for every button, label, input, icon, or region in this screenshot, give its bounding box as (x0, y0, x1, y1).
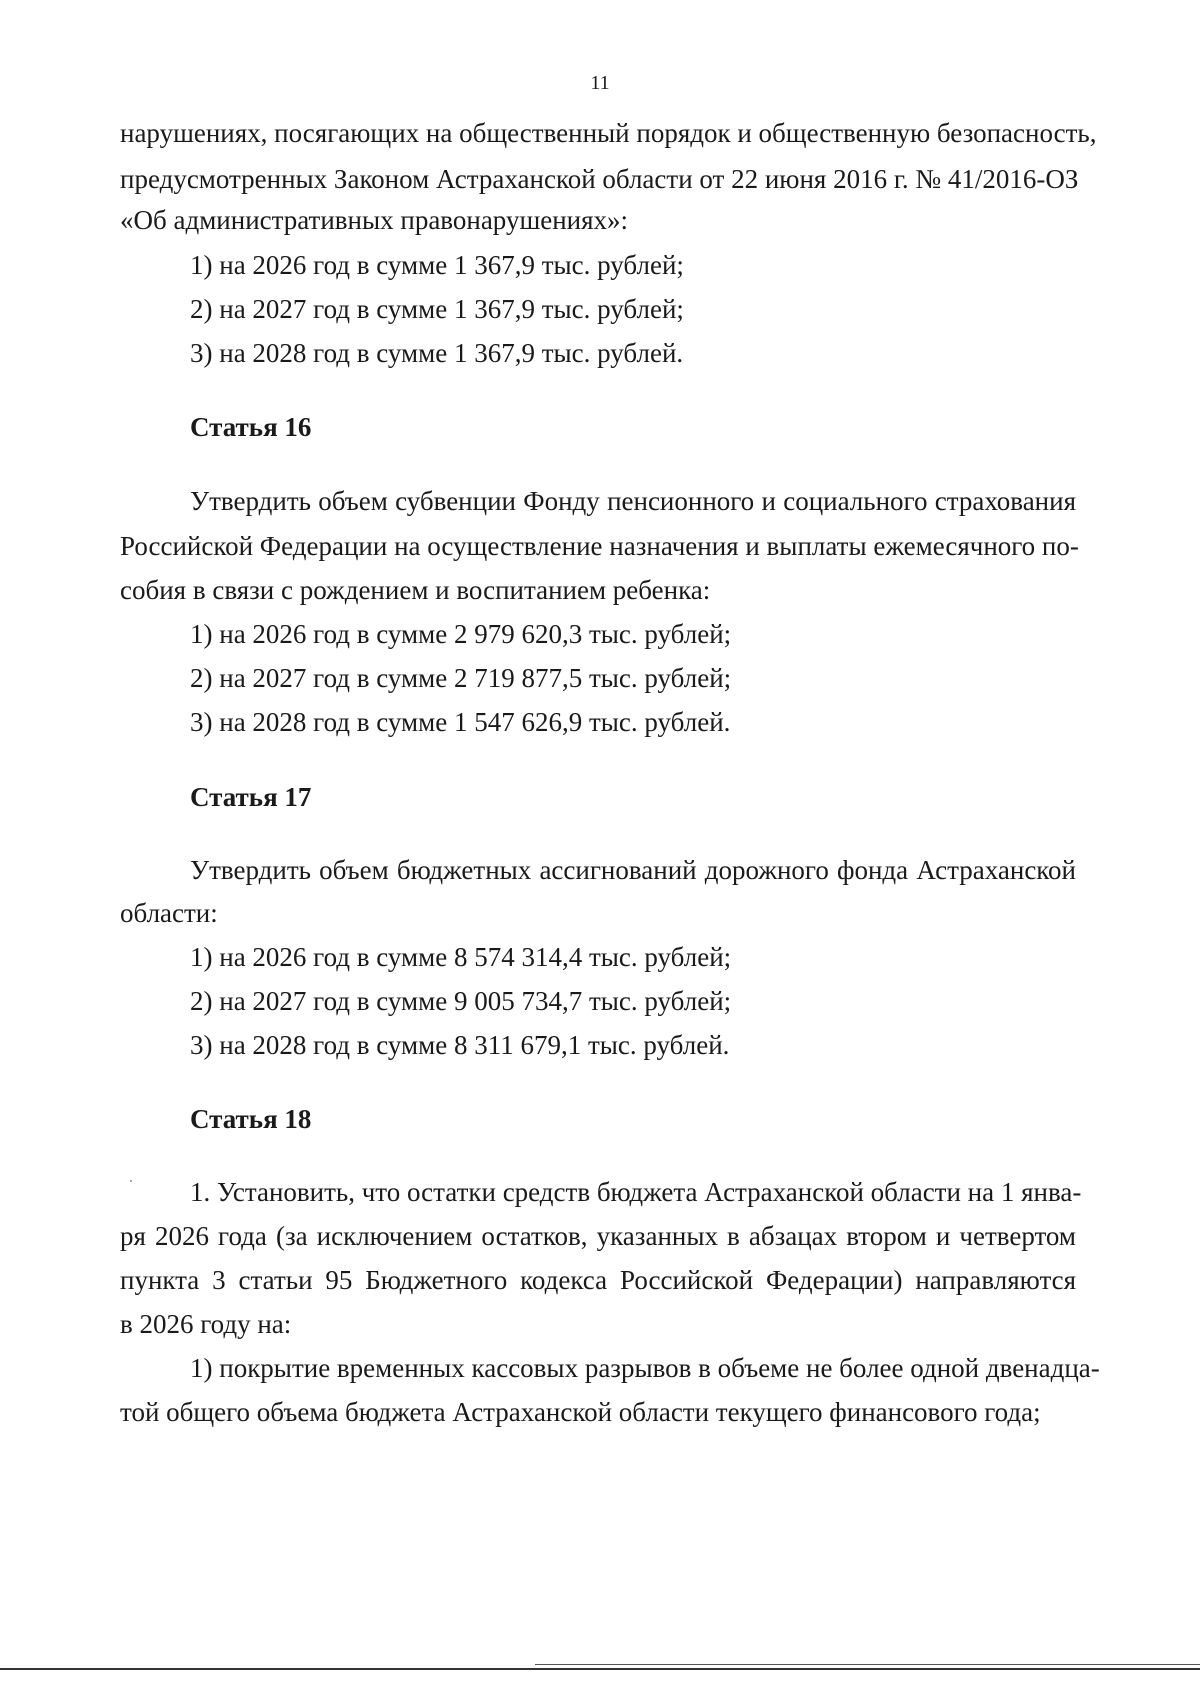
article-16-item-1: 1) на 2026 год в сумме 2 979 620,3 тыс. рублей; (190, 619, 732, 649)
article-16-item-2: 2) на 2027 год в сумме 2 719 877,5 тыс. рублей; (190, 663, 732, 693)
article-18-heading: Статья 18 (190, 1104, 312, 1134)
article-16-heading: Статья 16 (190, 412, 312, 442)
article-16-line-1: Утвердить объем субвенции Фонду пенсионного и социального страхования (190, 486, 1076, 516)
article-18-line-6: той общего объема бюджета Астраханской области текущего финансового года; (120, 1397, 1041, 1427)
intro-line-3: «Об административных правонарушениях»: (120, 205, 629, 235)
article-18-line-1: 1. Установить, что остатки средств бюджета Астраханской области на 1 янва- (190, 1177, 1082, 1207)
intro-line-2: предусмотренных Законом Астраханской области от 22 июня 2016 г. № 41/2016-ОЗ (120, 164, 1079, 194)
intro-item-1: 1) на 2026 год в сумме 1 367,9 тыс. рублей; (190, 250, 684, 280)
scan-speck (130, 1180, 132, 1182)
article-17-heading: Статья 17 (190, 782, 312, 812)
article-17-line-2: области: (120, 898, 218, 928)
article-17-item-2: 2) на 2027 год в сумме 9 005 734,7 тыс. рублей; (190, 986, 732, 1016)
intro-item-3: 3) на 2028 год в сумме 1 367,9 тыс. рублей. (190, 338, 684, 368)
article-17-item-1: 1) на 2026 год в сумме 8 574 314,4 тыс. рублей; (190, 942, 732, 972)
page-number: 11 (590, 72, 610, 94)
article-18-line-5: 1) покрытие временных кассовых разрывов в объеме не более одной двенадца- (190, 1353, 1100, 1383)
article-16-line-3: собия в связи с рождением и воспитанием ребенка: (120, 575, 711, 605)
article-18-line-2: ря 2026 года (за исключением остатков, указанных в абзацах втором и четвертом (120, 1221, 1076, 1251)
article-16-line-2: Российской Федерации на осуществление назначения и выплаты ежемесячного по- (120, 531, 1079, 561)
page-bottom-rule (0, 1668, 1200, 1670)
article-18-line-3: пункта 3 статьи 95 Бюджетного кодекса Российской Федерации) направляются (120, 1265, 1076, 1295)
article-18-line-4: в 2026 году на: (120, 1309, 292, 1339)
page-bottom-edge-line (535, 1664, 1200, 1665)
article-16-item-3: 3) на 2028 год в сумме 1 547 626,9 тыс. рублей. (190, 707, 731, 737)
intro-item-2: 2) на 2027 год в сумме 1 367,9 тыс. рублей; (190, 294, 684, 324)
article-17-line-1: Утвердить объем бюджетных ассигнований дорожного фонда Астраханской (190, 855, 1076, 885)
article-17-item-3: 3) на 2028 год в сумме 8 311 679,1 тыс. рублей. (190, 1030, 730, 1060)
intro-line-1: нарушениях, посягающих на общественный порядок и общественную безопасность, (120, 118, 1097, 148)
